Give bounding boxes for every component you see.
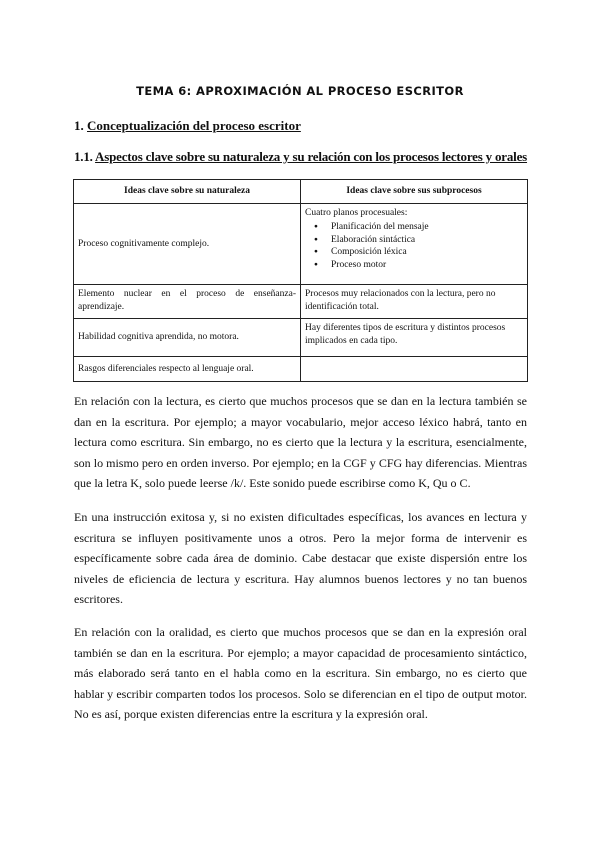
planes-list (305, 221, 523, 272)
subsection-number: 1.1. (74, 149, 93, 164)
header-subprocesses: Ideas clave sobre sus subprocesos (301, 180, 528, 204)
paragraph-instruction: En una instrucción exitosa y, si no existen dificultades específicas, los avances en lectura y escritura se influyen positivamente unos a otros. Pero la mejor forma de intervenir es específicamente sobre cada área de dominio. Cabe destacar que existe dispersión entre los niveles de eficiencia de lectura y escritura. Hay alumnos buenos lectores y no tan buenos escritores. (74, 510, 527, 606)
list-item: ● Proceso motor (331, 259, 523, 272)
subsection-heading-1-1 (74, 149, 527, 165)
subsection-title: Aspectos clave sobre su naturaleza y su relación con los procesos lectores y orales (95, 149, 528, 164)
table-cell-nature: Elemento nuclear en el proceso de enseñanza-aprendizaje. (74, 285, 301, 319)
table-cell-nature: Proceso cognitivamente complejo. (74, 204, 301, 285)
paragraph-reading: En relación con la lectura, es cierto que muchos procesos que se dan en la lectura también se dan en la escritura. Por ejemplo; a mayor vocabulario, mejor acceso léxico habrá, tanto en lectura como escritura. Sin embargo, no es cierto que la lectura y la escritura, esencialmente, son lo mismo pero en orden inverso. Por ejemplo; en la CGF y CFG hay diferencias. Mientras que la letra K, solo puede leerse /k/. Este sonido puede escribirse como K, Qu o C. (74, 394, 527, 490)
table-cell-nature: Rasgos diferenciales respecto al lenguaje oral. (74, 357, 301, 382)
table-header-row (74, 180, 528, 204)
table-row (74, 204, 528, 285)
list-item: ● Planificación del mensaje (331, 221, 523, 234)
table-cell-subprocesses (301, 204, 528, 285)
table-cell-subprocesses (301, 357, 528, 382)
section-heading-1 (74, 118, 301, 134)
table-row (74, 319, 528, 357)
table-row (74, 357, 528, 382)
header-nature: Ideas clave sobre su naturaleza (74, 180, 301, 204)
document-title: TEMA 6: APROXIMACIÓN AL PROCESO ESCRITOR (136, 84, 464, 98)
table-row (74, 285, 528, 319)
key-ideas-table (73, 179, 528, 382)
list-item: ● Composición léxica (331, 246, 523, 259)
table-cell-nature: Habilidad cognitiva aprendida, no motora. (74, 319, 301, 357)
table-cell-subprocesses: Procesos muy relacionados con la lectura, pero no identificación total. (301, 285, 528, 319)
section-number: 1. (74, 118, 84, 133)
table-cell-subprocesses: Hay diferentes tipos de escritura y distintos procesos implicados en cada tipo. (301, 319, 528, 357)
list-item: ● Elaboración sintáctica (331, 234, 523, 247)
section-title: Conceptualización del proceso escritor (87, 118, 301, 133)
paragraph-orality: En relación con la oralidad, es cierto que muchos procesos que se dan en la expresión oral también se dan en la escritura. Por ejemplo; a mayor capacidad de procesamiento sintáctico, más elaborado será tanto en el habla como en la escritura. Sin embargo, no es cierto que hablar y escribir comparten todos los procesos. Solo se diferencian en el tipo de output motor. No es así, porque existen diferencias entre la escritura y la expresión oral. (74, 625, 527, 721)
planes-intro: Cuatro planos procesuales: (305, 208, 408, 218)
